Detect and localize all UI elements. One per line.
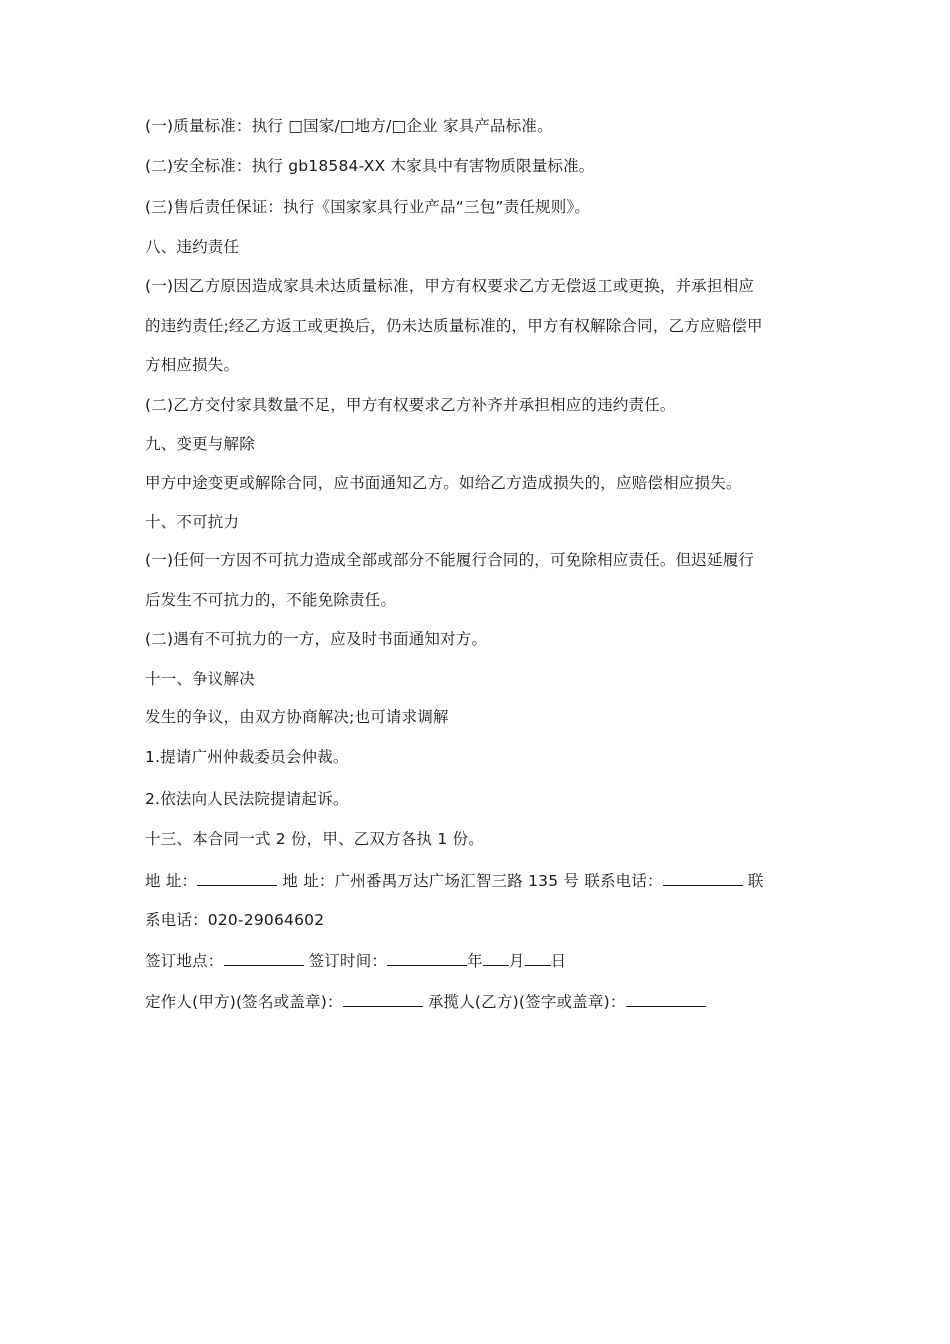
copies-clause: 十三、本合同一式 2 份，甲、乙双方各执 1 份。 [145, 830, 484, 848]
year-label: 年 [467, 952, 483, 970]
phone-blank-a [663, 871, 743, 886]
breach-clause-1-line-2: 的违约责任;经乙方返工或更换后，仍未达质量标准的，甲方有权解除合同，乙方应赔偿甲 [145, 317, 763, 335]
dispute-clause: 发生的争议，由双方协商解决;也可请求调解 [145, 708, 449, 726]
address-label-a: 地 址： [145, 872, 198, 890]
section-heading-change: 九、变更与解除 [145, 435, 255, 453]
sign-month-blank [483, 951, 509, 966]
party-a-signature-blank [343, 992, 423, 1007]
force-majeure-clause-1-line-2: 后发生不可抗力的，不能免除责任。 [145, 591, 397, 609]
section-heading-force-majeure: 十、不可抗力 [145, 513, 240, 531]
month-label: 月 [508, 952, 525, 970]
party-b-signature-label: 承揽人(乙方)(签字或盖章)： [422, 993, 626, 1011]
sign-place-label: 签订地点： [145, 952, 224, 970]
after-sales-clause: (三)售后责任保证：执行《国家家具行业产品“三包”责任规则》。 [145, 198, 591, 216]
phone-row: 系电话：020-29064602 [145, 911, 325, 929]
signature-row [145, 992, 706, 1012]
force-majeure-clause-2: (二)遇有不可抗力的一方，应及时书面通知对方。 [145, 630, 488, 648]
dispute-option-1: 1.提请广州仲裁委员会仲裁。 [145, 748, 349, 766]
dispute-option-2: 2.依法向人民法院提请起诉。 [145, 790, 349, 808]
sign-day-blank [525, 951, 551, 966]
day-label: 日 [550, 952, 567, 970]
section-heading-breach: 八、违约责任 [145, 238, 240, 256]
address-blank-a [197, 871, 277, 886]
sign-year-blank [387, 951, 467, 966]
safety-standard-clause: (二)安全标准：执行 gb18584-XX 木家具中有害物质限量标准。 [145, 157, 595, 175]
change-clause: 甲方中途变更或解除合同，应书面通知乙方。如给乙方造成损失的，应赔偿相应损失。 [145, 474, 742, 492]
address-row [145, 871, 764, 891]
section-heading-dispute: 十一、争议解决 [145, 670, 255, 688]
quality-standard-clause: (一)质量标准：执行 □国家/□地方/□企业 家具产品标准。 [145, 117, 553, 135]
sign-place-blank [224, 951, 304, 966]
address-label-b: 地 址：广州番禺万达广场汇智三路 135 号 联系电话： [277, 872, 663, 890]
breach-clause-1-line-1: (一)因乙方原因造成家具未达质量标准，甲方有权要求乙方无偿返工或更换，并承担相应 [145, 277, 755, 295]
force-majeure-clause-1-line-1: (一)任何一方因不可抗力造成全部或部分不能履行合同的，可免除相应责任。但迟延履行 [145, 551, 755, 569]
party-a-signature-label: 定作人(甲方)(签名或盖章)： [145, 993, 343, 1011]
breach-clause-1-line-3: 方相应损失。 [145, 356, 240, 374]
sign-time-label: 签订时间： [303, 952, 388, 970]
address-label-c: 联 [742, 872, 764, 890]
breach-clause-2: (二)乙方交付家具数量不足，甲方有权要求乙方补齐并承担相应的违约责任。 [145, 396, 676, 414]
party-b-signature-blank [626, 992, 706, 1007]
sign-place-row [145, 951, 566, 971]
